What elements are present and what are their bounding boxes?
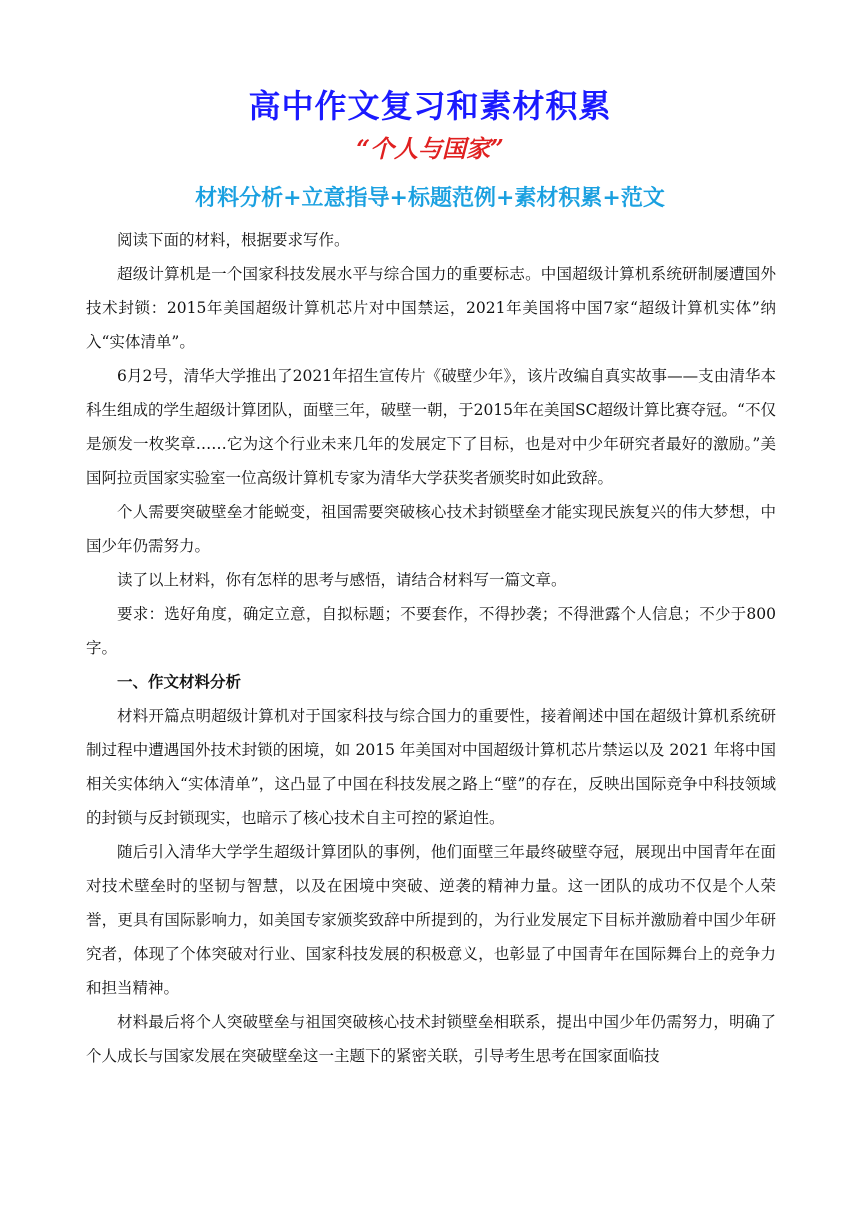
paragraph-material-2: 6月2号，清华大学推出了2021年招生宣传片《破壁少年》，该片改编自真实故事——支由清华本科生组成的学生超级计算团队，面壁三年，破壁一朝，于2015年在美国SC超级计算比赛夺冠。“不仅是颁发一枚奖章……它为这个行业未来几年的发展定下了目标，也是对中少年研究者最好的激励。”美国阿拉贡国家实验室一位高级计算机专家为清华大学获奖者颁奖时如此致辞。 xyxy=(86,367,776,487)
paragraph-analysis-1: 材料开篇点明超级计算机对于国家科技与综合国力的重要性，接着阐述中国在超级计算机系统研制过程中遭遇国外技术封锁的困境，如 2015 年美国对中国超级计算机芯片禁运以及 2021 年将中国相关实体纳入“实体清单”，这凸显了中国在科技发展之路上“壁”的存在，反映出国际竞争中科技领域的封锁与反封锁现实，也暗示了核心技术自主可控的紧迫性。 xyxy=(86,707,776,827)
doc-tagline: 材料分析+立意指导+标题范例+素材积累+范文 xyxy=(195,185,665,211)
paragraph-material-1: 超级计算机是一个国家科技发展水平与综合国力的重要标志。中国超级计算机系统研制屡遭国外技术封锁：2015年美国超级计算机芯片对中国禁运，2021年美国将中国7家“超级计算机实体”纳入“实体清单”。 xyxy=(86,265,776,351)
doc-body xyxy=(86,223,776,1073)
paragraph-requirements: 要求：选好角度，确定立意，自拟标题；不要套作，不得抄袭；不得泄露个人信息；不少于800字。 xyxy=(86,605,776,657)
paragraph-instruction: 阅读下面的材料，根据要求写作。 xyxy=(117,231,350,249)
doc-title: 高中作文复习和素材积累 xyxy=(248,87,612,125)
paragraph-prompt: 读了以上材料，你有怎样的思考与感悟，请结合材料写一篇文章。 xyxy=(117,571,567,589)
paragraph-analysis-3: 材料最后将个人突破壁垒与祖国突破核心技术封锁壁垒相联系，提出中国少年仍需努力，明确了个人成长与国家发展在突破壁垒这一主题下的紧密关联，引导考生思考在国家面临技 xyxy=(86,1013,776,1065)
section-heading-analysis: 一、作文材料分析 xyxy=(117,672,242,691)
paragraph-analysis-2: 随后引入清华大学学生超级计算团队的事例，他们面壁三年最终破壁夺冠，展现出中国青年在面对技术壁垒时的坚韧与智慧，以及在困境中突破、逆袭的精神力量。这一团队的成功不仅是个人荣誉，更具有国际影响力，如美国专家颁奖致辞中所提到的，为行业发展定下目标并激励着中国少年研究者，体现了个体突破对行业、国家科技发展的积极意义，也彰显了中国青年在国际舞台上的竞争力和担当精神。 xyxy=(86,843,776,997)
paragraph-material-3: 个人需要突破壁垒才能蜕变，祖国需要突破核心技术封锁壁垒才能实现民族复兴的伟大梦想，中国少年仍需努力。 xyxy=(86,503,776,555)
doc-subtitle: “个人与国家” xyxy=(356,134,504,163)
